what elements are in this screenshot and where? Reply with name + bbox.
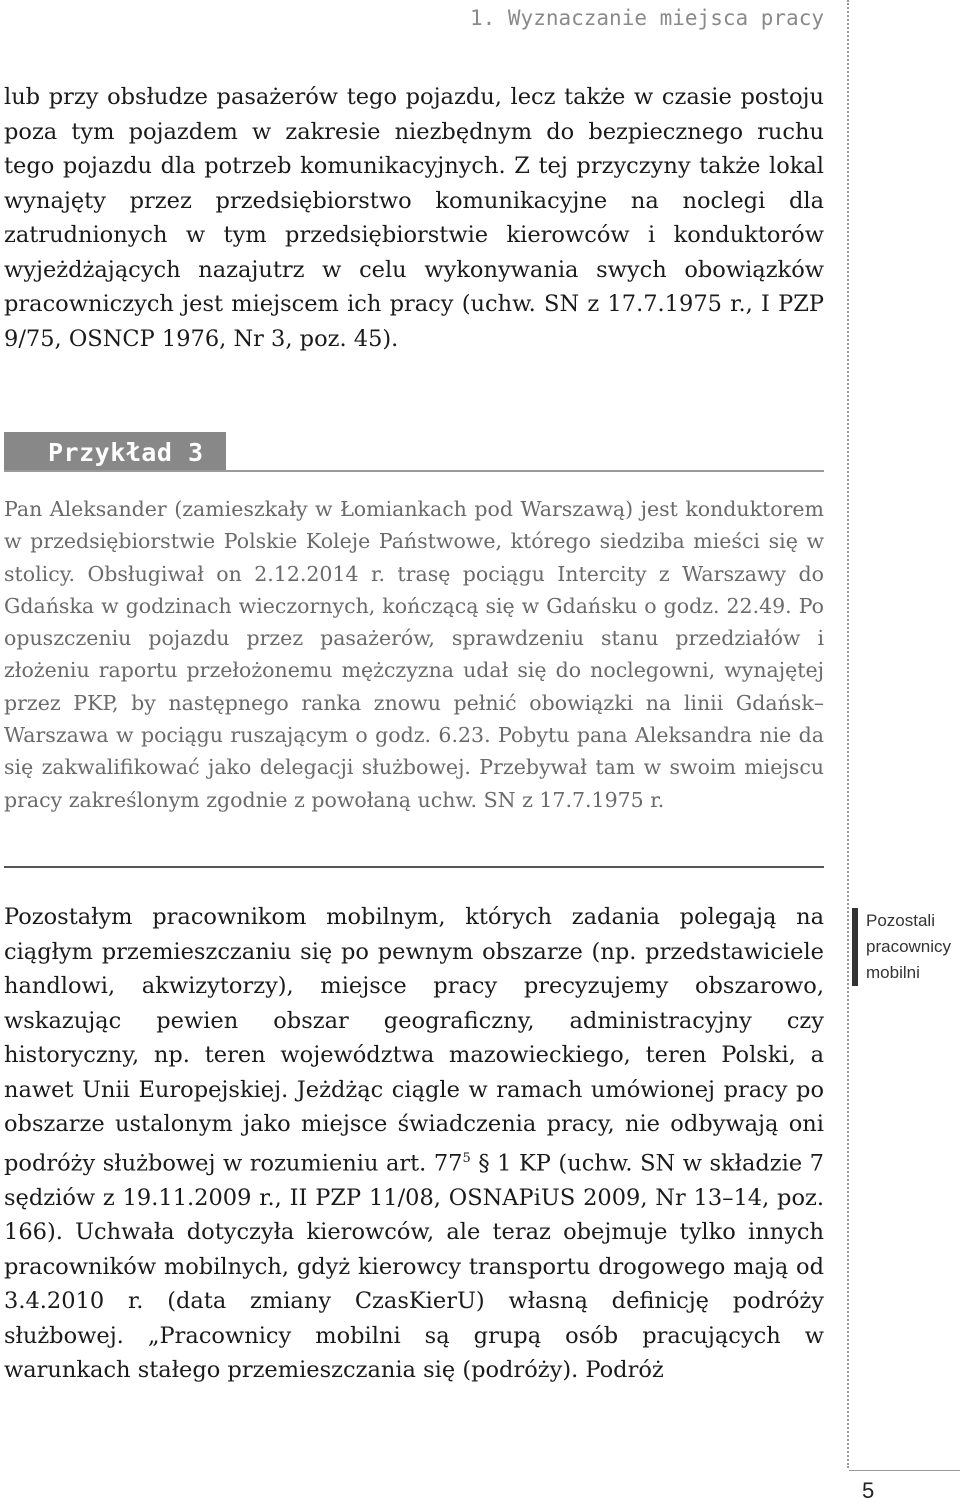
intro-paragraph: lub przy obsłudze pasażerów tego pojazdu, lecz także w czasie postoju poza tym pojazdem w zakresie niezbędnym do bezpiecznego ruchu tego pojazdu dla potrzeb komunikacyjnych. Z tej przyczyny także lokal wynajęty przez przedsiębiorstwo komunikacyjne na noclegi dla zatrudnionych w tym przedsiębiorstwie kierowców i konduktorów wyjeżdżających nazajutrz w celu wykonywania swych obowiązków pracowniczych jest miejscem ich pracy (uchw. SN z 17.7.1975 r., I PZP 9/75, OSNCP 1976, Nr 3, poz. 45).: [4, 84, 824, 352]
page-number: 5: [862, 1478, 875, 1503]
main-paragraph-part-2: § 1 KP (uchw. SN w składzie 7 sędziów z 19.11.2009 r., II PZP 11/08, OSNAPiUS 2009, Nr 13–14, poz. 166). Uchwała dotyczyła kierowców, ale teraz obejmuje tylko innych pracowników mobilnych, gdyż kierowcy transportu drogowego mają od 3.4.2010 r. (data zmiany CzasKierU) własną definicję podróży służbowej. „Pracownicy mobilni są grupą osób pracujących w warunkach stałego przemieszczania się (podróży). Podróż: [4, 1150, 824, 1383]
footer-rule: [849, 1470, 960, 1471]
margin-divider: [847, 0, 849, 1468]
example-label: Przykład 3: [4, 432, 226, 472]
margin-note-line: Pozostali: [866, 911, 935, 930]
margin-note: [852, 908, 960, 986]
margin-note-line: pracownicy: [866, 937, 952, 956]
main-paragraph-part-1: Pozostałym pracownikom mobilnym, których zadania polegają na ciągłym przemieszczaniu się po pewnym obszarze (np. przedstawiciele handlowi, akwizytorzy), miejsce pracy precyzujemy obszarowo, wskazując pewien obszar geograficzny, administracyjny czy historyczny, np. teren województwa mazowieckiego, teren Polski, a nawet Unii Europejskiej. Jeżdżąc ciągle w ramach umówionej pracy po obszarze ustalonym jako miejsce świadczenia pracy, nie odbywają oni podróży służbowej w rozumieniu art. 77: [4, 904, 824, 1176]
example-text: Pan Aleksander (zamieszkały w Łomiankach pod Warszawą) jest konduktorem w przedsiębiorstwie Polskie Koleje Państwowe, którego siedziba mieści się w stolicy. Obsługiwał on 2.12.2014 r. trasę pociągu Intercity z Warszawy do Gdańska w godzinach wieczornych, kończącą się w Gdańsku o godz. 22.49. Po opuszczeniu pojazdu przez pasażerów, sprawdzeniu stanu przedziałów i złożeniu raportu przełożonemu mężczyzna udał się do noclegowni, wynajętej przez PKP, by następnego ranka znowu pełnić obowiązki na linii Gdańsk–Warszawa w pociągu ruszającym o godz. 6.23. Pobytu pana Aleksandra nie da się zakwalifikować jako delegacji służbowej. Przebywał tam w swoim miejscu pracy zakreślonym zgodnie z powołaną uchw. SN z 17.7.1975 r.: [4, 497, 824, 812]
margin-note-line: mobilni: [866, 963, 920, 982]
example-bottom-rule: [4, 866, 824, 868]
article-superscript: 5: [462, 1150, 471, 1166]
main-paragraph: [4, 900, 824, 1388]
running-header: 1. Wyznaczanie miejsca pracy: [469, 6, 824, 30]
example-top-rule: [4, 470, 824, 472]
